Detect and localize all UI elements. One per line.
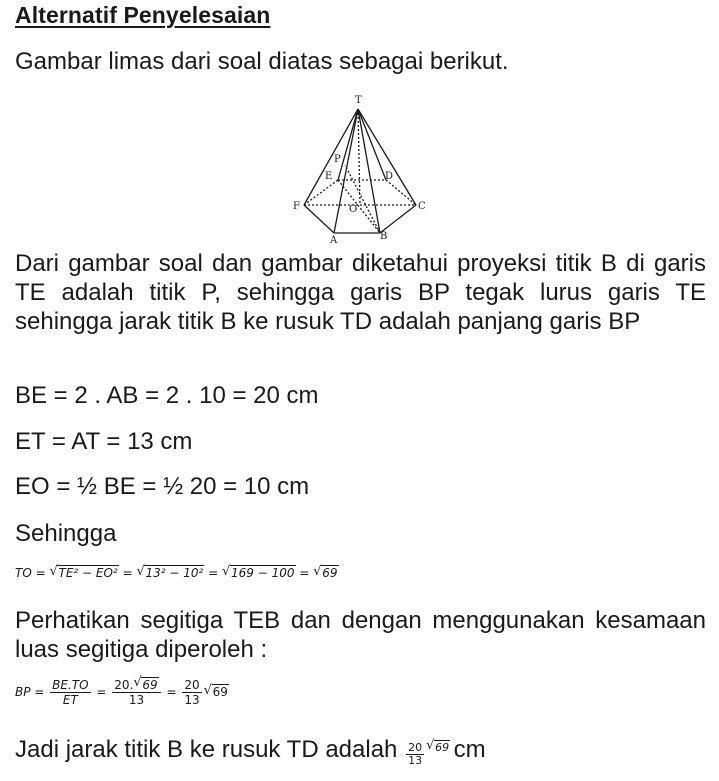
fraction-2: $\frac{20.√ 69}{13}$ xyxy=(112,678,160,707)
equation-eo: EO = ½ BE = ½ 20 = 10 cm xyxy=(15,473,310,500)
sqrt-3: √ 169 − 100 xyxy=(222,566,296,580)
label-C: C xyxy=(418,201,426,212)
conclusion-sqrt: √ 69 xyxy=(426,733,450,763)
label-F: F xyxy=(293,201,300,212)
bp-equation: BP = $\frac{BE.TO}{ET}$ = $\frac{20.√ 69}{13}$ = $\frac{20}{13}$ √ 69 xyxy=(15,678,229,707)
label-E: E xyxy=(325,171,333,182)
to-equation: TO = √ TE² − EO² = √ 13² − 10² = √ 169 − 100 = √ 69 xyxy=(15,566,339,580)
sqrt-2: √ 13² − 10² xyxy=(136,566,204,580)
equation-be: BE = 2 . AB = 2 . 10 = 20 cm xyxy=(15,382,319,409)
sehingga-text: Sehingga xyxy=(15,520,117,547)
explanation-text: Dari gambar soal dan gambar diketahui proyeksi titik B di garis TE adalah titik P, sehingga garis BP tegak lurus garis TE sehingga jarak titik B ke rusuk TD adalah panjang garis BP xyxy=(15,250,706,335)
conclusion: Jadi jarak titik B ke rusuk TD adalah $\frac{20}{13}$ √ 69 cm xyxy=(15,733,486,769)
label-D: D xyxy=(385,171,394,182)
hexagonal-pyramid-diagram xyxy=(288,93,430,245)
sqrt-4: √ 69 xyxy=(313,566,338,580)
label-B: B xyxy=(380,231,388,242)
equation-et: ET = AT = 13 cm xyxy=(15,428,193,455)
fraction-3: $\frac{20}{13}$ xyxy=(184,678,200,707)
sqrt-bp: √ 69 xyxy=(204,685,229,699)
label-O: O xyxy=(349,204,358,215)
fraction-1: $\frac{BE.TO}{ET}$ xyxy=(52,678,89,707)
pyramid-figure xyxy=(288,93,430,245)
perhatikan-text: Perhatikan segitiga TEB dan dengan menggunakan kesamaan luas segitiga diperoleh : xyxy=(15,607,706,663)
label-P: P xyxy=(334,154,341,165)
intro-text: Gambar limas dari soal diatas sebagai berikut. xyxy=(15,48,509,75)
section-title: Alternatif Penyelesaian xyxy=(15,2,271,28)
label-T: T xyxy=(355,95,362,106)
sqrt-1: √ TE² − EO² xyxy=(49,566,118,580)
conclusion-fraction: $\frac{20}{13}$ xyxy=(408,740,423,767)
label-A: A xyxy=(330,235,338,245)
